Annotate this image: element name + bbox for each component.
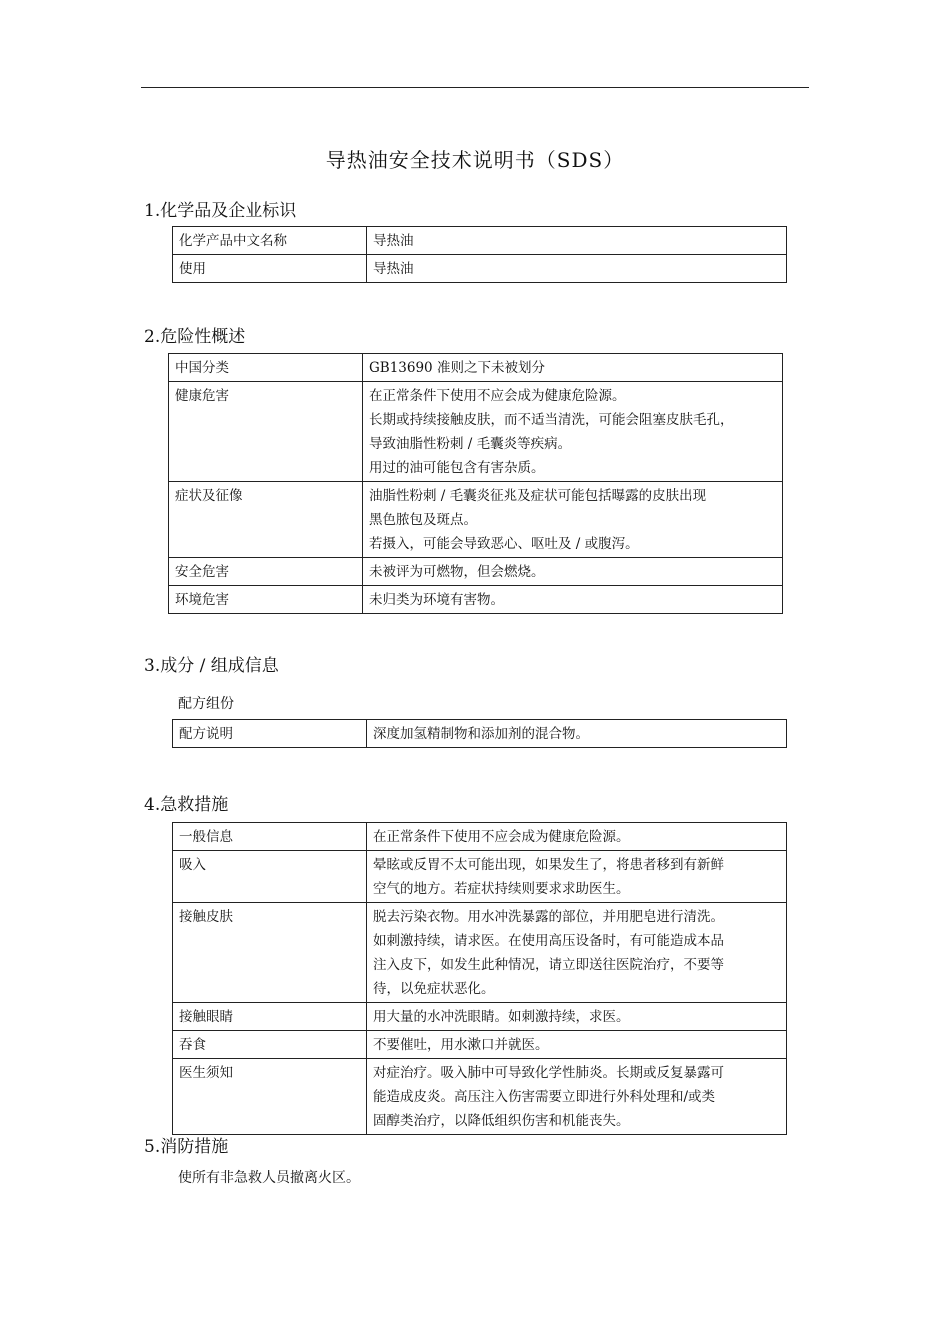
- row-value: [367, 851, 787, 903]
- row-label: 化学产品中文名称: [173, 227, 367, 255]
- table-row: [173, 255, 787, 283]
- row-value: [367, 903, 787, 1003]
- row-value: [367, 720, 787, 748]
- value-line: 未被评为可燃物，但会燃烧。: [369, 564, 545, 580]
- value-line: 导热油: [373, 261, 414, 277]
- section-1-heading: 1.化学品及企业标识: [144, 201, 297, 221]
- section-3-subheading: 配方组份: [178, 696, 234, 712]
- value-line: 长期或持续接触皮肤，而不适当清洗，可能会阻塞皮肤毛孔，: [369, 412, 734, 428]
- table-row: [173, 1031, 787, 1059]
- table-row: [173, 1003, 787, 1031]
- section-3-heading: 3.成分 / 组成信息: [144, 656, 279, 676]
- value-line: 不要催吐，用水漱口并就医。: [373, 1037, 549, 1053]
- section-2-heading: 2.危险性概述: [144, 327, 246, 347]
- section-4-heading: 4.急救措施: [144, 795, 229, 815]
- row-label: 中国分类: [169, 354, 363, 382]
- value-line: 在正常条件下使用不应会成为健康危险源。: [373, 829, 630, 845]
- row-label: 吞食: [173, 1031, 367, 1059]
- row-value: [363, 482, 783, 558]
- table-row: [169, 586, 783, 614]
- table-row: [169, 558, 783, 586]
- table-row: [169, 354, 783, 382]
- row-label: 环境危害: [169, 586, 363, 614]
- row-value: [363, 558, 783, 586]
- table-row: [173, 1059, 787, 1135]
- value-line: 固醇类治疗，以降低组织伤害和机能丧失。: [373, 1113, 630, 1129]
- value-line: 深度加氢精制物和添加剂的混合物。: [373, 726, 589, 742]
- value-line: 空气的地方。若症状持续则要求求助医生。: [373, 881, 630, 897]
- row-label: 健康危害: [169, 382, 363, 482]
- row-label: 接触眼睛: [173, 1003, 367, 1031]
- value-line: 注入皮下，如发生此种情况，请立即送往医院治疗，不要等: [373, 957, 724, 973]
- row-label: 安全危害: [169, 558, 363, 586]
- row-value: [367, 1003, 787, 1031]
- section-5-text: 使所有非急救人员撤离火区。: [178, 1170, 360, 1186]
- value-line: GB13690 准则之下未被划分: [369, 360, 545, 376]
- row-label: 使用: [173, 255, 367, 283]
- table-row: [173, 823, 787, 851]
- value-line: 如刺激持续，请求医。在使用高压设备时，有可能造成本品: [373, 933, 724, 949]
- row-label: 一般信息: [173, 823, 367, 851]
- row-value: [367, 227, 787, 255]
- row-label: 医生须知: [173, 1059, 367, 1135]
- row-value: [367, 255, 787, 283]
- value-line: 导致油脂性粉刺 / 毛囊炎等疾病。: [369, 436, 572, 452]
- row-value: [367, 1031, 787, 1059]
- row-value: [363, 586, 783, 614]
- section-3-table: [172, 719, 787, 748]
- document-title: 导热油安全技术说明书（SDS）: [325, 148, 625, 172]
- value-line: 未归类为环境有害物。: [369, 592, 504, 608]
- table-row: [173, 720, 787, 748]
- row-label: 症状及征像: [169, 482, 363, 558]
- table-row: [173, 851, 787, 903]
- section-4-table: [172, 822, 787, 1135]
- section-2-table: [168, 353, 783, 614]
- value-line: 油脂性粉刺 / 毛囊炎征兆及症状可能包括曝露的皮肤出现: [369, 488, 707, 504]
- value-line: 待，以免症状恶化。: [373, 981, 495, 997]
- table-row: [169, 382, 783, 482]
- table-row: [173, 903, 787, 1003]
- value-line: 晕眩或反胃不太可能出现，如果发生了，将患者移到有新鲜: [373, 857, 724, 873]
- row-value: [367, 823, 787, 851]
- value-line: 导热油: [373, 233, 414, 249]
- section-5-heading: 5.消防措施: [144, 1137, 229, 1157]
- header-rule: [141, 87, 809, 88]
- row-value: [367, 1059, 787, 1135]
- value-line: 对症治疗。吸入肺中可导致化学性肺炎。长期或反复暴露可: [373, 1065, 724, 1081]
- row-label: 接触皮肤: [173, 903, 367, 1003]
- value-line: 用大量的水冲洗眼睛。如刺激持续，求医。: [373, 1009, 630, 1025]
- table-row: [169, 482, 783, 558]
- value-line: 能造成皮炎。高压注入伤害需要立即进行外科处理和/或类: [373, 1089, 716, 1105]
- value-line: 用过的油可能包含有害杂质。: [369, 460, 545, 476]
- value-line: 脱去污染衣物。用水冲洗暴露的部位，并用肥皂进行清洗。: [373, 909, 724, 925]
- row-value: [363, 354, 783, 382]
- row-label: 吸入: [173, 851, 367, 903]
- row-label: 配方说明: [173, 720, 367, 748]
- value-line: 黑色脓包及斑点。: [369, 512, 477, 528]
- value-line: 在正常条件下使用不应会成为健康危险源。: [369, 388, 626, 404]
- table-row: [173, 227, 787, 255]
- value-line: 若摄入，可能会导致恶心、呕吐及 / 或腹泻。: [369, 536, 639, 552]
- row-value: [363, 382, 783, 482]
- section-1-table: [172, 226, 787, 283]
